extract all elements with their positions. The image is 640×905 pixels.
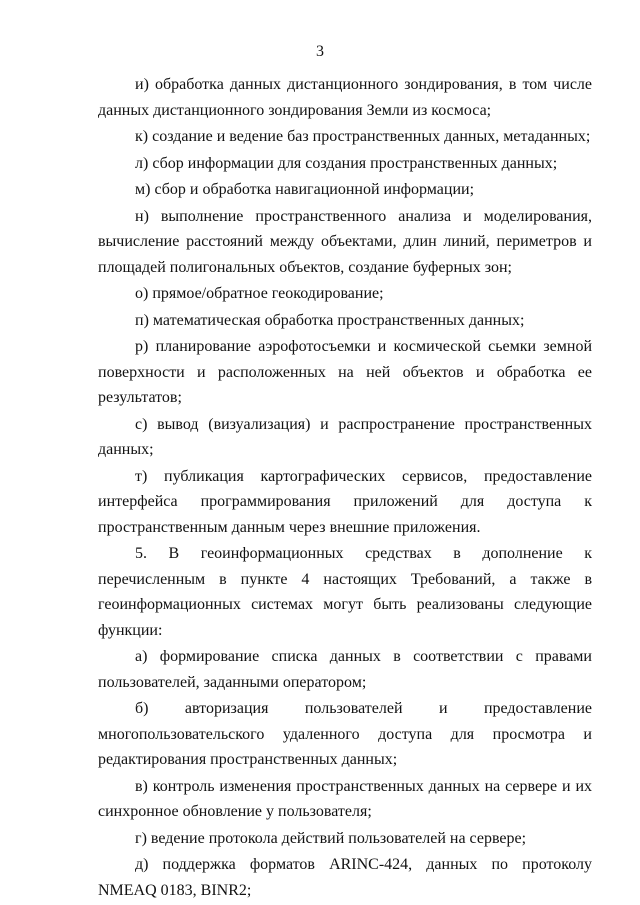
paragraph-l: л) сбор информации для создания пространственных данных; <box>135 154 558 172</box>
paragraph-p: п) математическая обработка пространственных данных; <box>135 311 525 329</box>
paragraph-g: г) ведение протокола действий пользователей на сервере; <box>135 829 527 847</box>
paragraph-k: к) создание и ведение баз пространственных данных, метаданных; <box>135 128 591 145</box>
paragraph-n: н) выполнение пространственного анализа и моделирования, вычисление расстояний между объектами, длин линий, периметров и площадей полигональных объектов, создание буферных зон; <box>98 207 592 276</box>
paragraph-m: м) сбор и обработка навигационной информации; <box>135 181 475 198</box>
paragraph-r: р) планирование аэрофотосъемки и космической сьемки земной поверхности и расположенных на ней объектов и обработка ее результатов; <box>98 338 592 406</box>
paragraph-o: о) прямое/обратное геокодирование; <box>135 285 384 302</box>
document-body <box>98 72 592 904</box>
paragraph-i: и) обработка данных дистанционного зондирования, в том числе данных дистанционного зондирования Земли из космоса; <box>98 76 592 119</box>
paragraph-section-5: 5. В геоинформационных средствах в дополнение к перечисленным в пункте 4 настоящих Требований, а также в геоинформационных системах могут быть реализованы следующие функции: <box>98 545 592 639</box>
paragraph-t: т) публикация картографических сервисов, предоставление интерфейса программирования приложений для доступа к пространственным данным через внешние приложения. <box>98 467 592 536</box>
paragraph-d: д) поддержка форматов ARINC-424, данных по протоколу NMEAQ 0183, BINR2; <box>98 856 592 899</box>
page-number: 3 <box>316 43 324 60</box>
paragraph-b: б) авторизация пользователей и предоставление многопользовательского удаленного доступа для просмотра и редактирования пространственных данных; <box>98 700 592 768</box>
paragraph-s: с) вывод (визуализация) и распространение пространственных данных; <box>98 415 592 458</box>
paragraph-v: в) контроль изменения пространственных данных на сервере и их синхронное обновление у пользователя; <box>98 777 592 820</box>
paragraph-a: а) формирование списка данных в соответствии с правами пользователей, заданными оператором; <box>98 648 592 691</box>
